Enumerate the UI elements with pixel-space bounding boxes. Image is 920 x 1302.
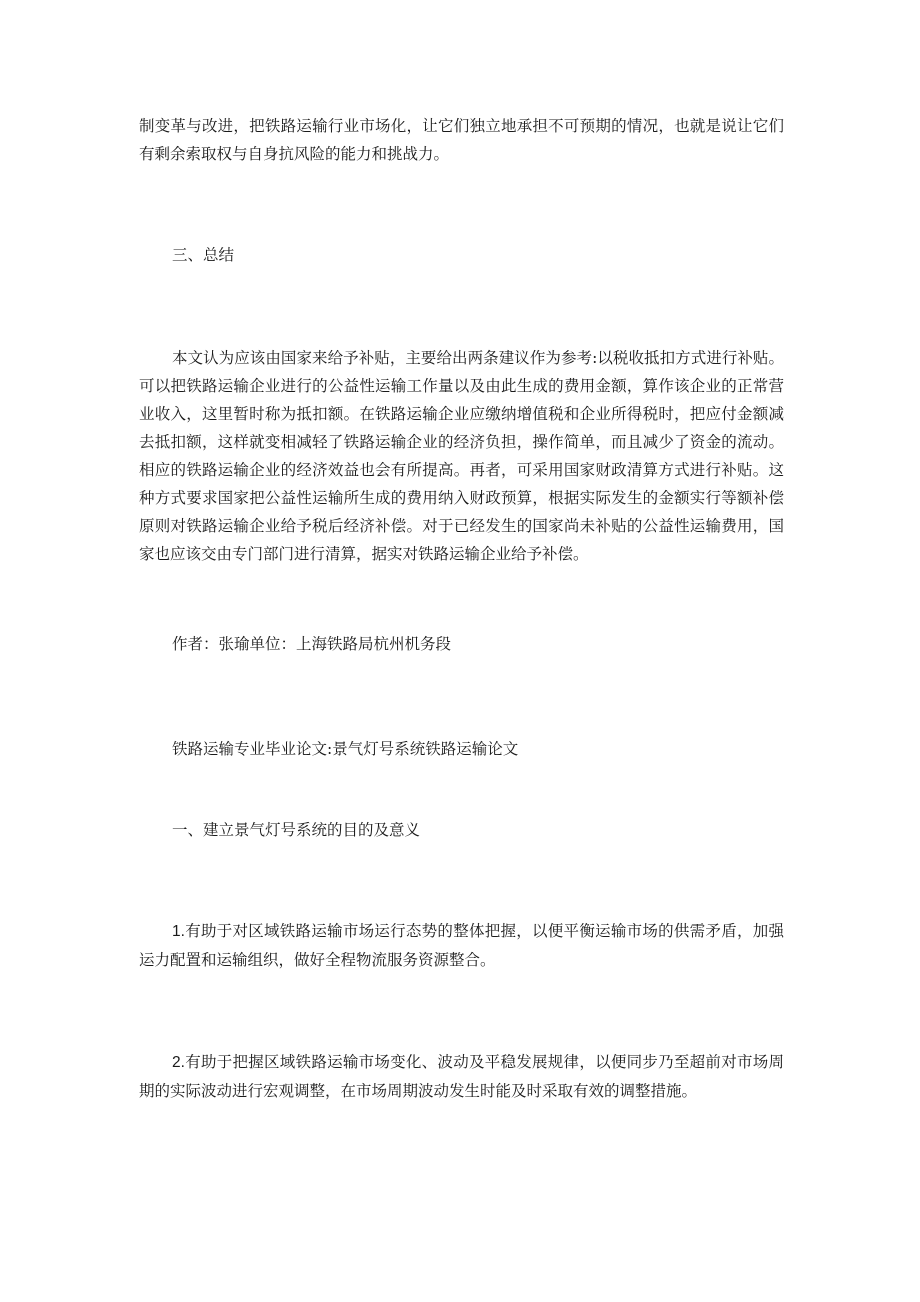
section-heading-summary: 三、总结 (172, 246, 235, 264)
section-heading-purpose: 一、建立景气灯号系统的目的及意义 (172, 821, 421, 839)
continuation-paragraph: 制变革与改进，把铁路运输行业市场化，让它们独立地承担不可预期的情况，也就是说让它们有剩余索取权与自身抗风险的能力和挑战力。 (139, 117, 784, 163)
point-2-paragraph (139, 1048, 784, 1105)
point-1-paragraph (139, 917, 784, 974)
author-line: 作者：张瑜单位：上海铁路局杭州机务段 (172, 635, 452, 653)
point-1-text: 有助于对区域铁路运输市场运行态势的整体把握，以便平衡运输市场的供需矛盾，加强运力配置和运输组织，做好全程物流服务资源整合。 (139, 922, 784, 969)
summary-paragraph: 本文认为应该由国家来给予补贴，主要给出两条建议作为参考:以税收抵扣方式进行补贴。可以把铁路运输企业进行的公益性运输工作量以及由此生成的费用金额，算作该企业的正常营业收入，这里暂时称为抵扣额。在铁路运输企业应缴纳增值税和企业所得税时，把应付金额减去抵扣额，这样就变相减轻了铁路运输企业的经济负担，操作简单，而且减少了资金的流动。相应的铁路运输企业的经济效益也会有所提高。再者，可采用国家财政清算方式进行补贴。这种方式要求国家把公益性运输所生成的费用纳入财政预算，根据实际发生的金额实行等额补偿原则对铁路运输企业给予税后经济补偿。对于已经发生的国家尚未补贴的公益性运输费用，国家也应该交由专门部门进行清算，据实对铁路运输企业给予补偿。 (139, 349, 784, 563)
article-title: 铁路运输专业毕业论文:景气灯号系统铁路运输论文 (172, 740, 519, 758)
point-1-number: 1. (172, 923, 185, 940)
point-2-number: 2. (172, 1054, 185, 1071)
point-2-text: 有助于把握区域铁路运输市场变化、波动及平稳发展规律，以便同步乃至超前对市场周期的实际波动进行宏观调整，在市场周期波动发生时能及时采取有效的调整措施。 (139, 1053, 784, 1100)
